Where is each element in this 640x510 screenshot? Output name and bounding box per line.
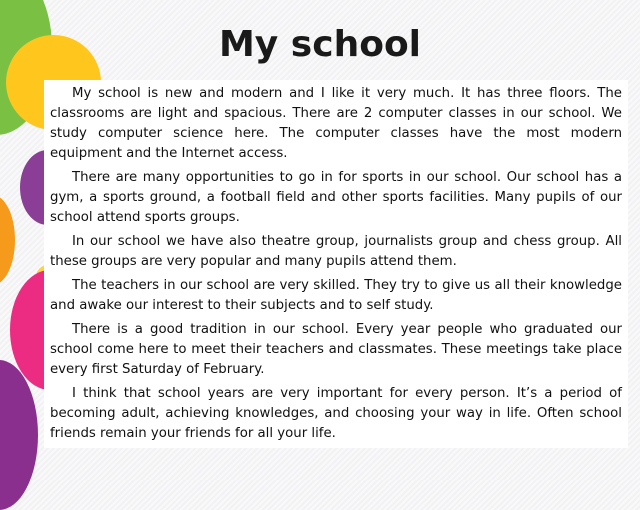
- paragraph-tradition: There is a good tradition in our school. Every year people who graduated our school come here to meet their teachers and classmates. These meetings take place every first Saturday of February.: [50, 322, 622, 377]
- paragraph-intro: My school is new and modern and I like it very much. It has three floors. The classrooms are light and spacious. There are 2 computer classes in our school. We study computer science here. The computer classes have the most modern equipment and the Internet access.: [50, 86, 622, 161]
- paragraph-teachers: The teachers in our school are very skilled. They try to give us all their knowledge and awake our interest to their subjects and to self study.: [50, 278, 622, 313]
- text-box: [44, 80, 628, 448]
- orange-circle-decoration: [0, 195, 15, 285]
- paragraph-groups: In our school we have also theatre group, journalists group and chess group. All these groups are very popular and many pupils attend them.: [50, 234, 622, 269]
- paragraph-conclusion: I think that school years are very important for every person. It’s a period of becoming adult, achieving knowledges, and choosing your way in life. Often school friends remain your friends for all your life.: [50, 386, 622, 441]
- paragraph-sports: There are many opportunities to go in for sports in our school. Our school has a gym, a sports ground, a football field and other sports facilities. Many pupils of our school attend sports groups.: [50, 170, 622, 225]
- page-title: My school: [218, 24, 422, 65]
